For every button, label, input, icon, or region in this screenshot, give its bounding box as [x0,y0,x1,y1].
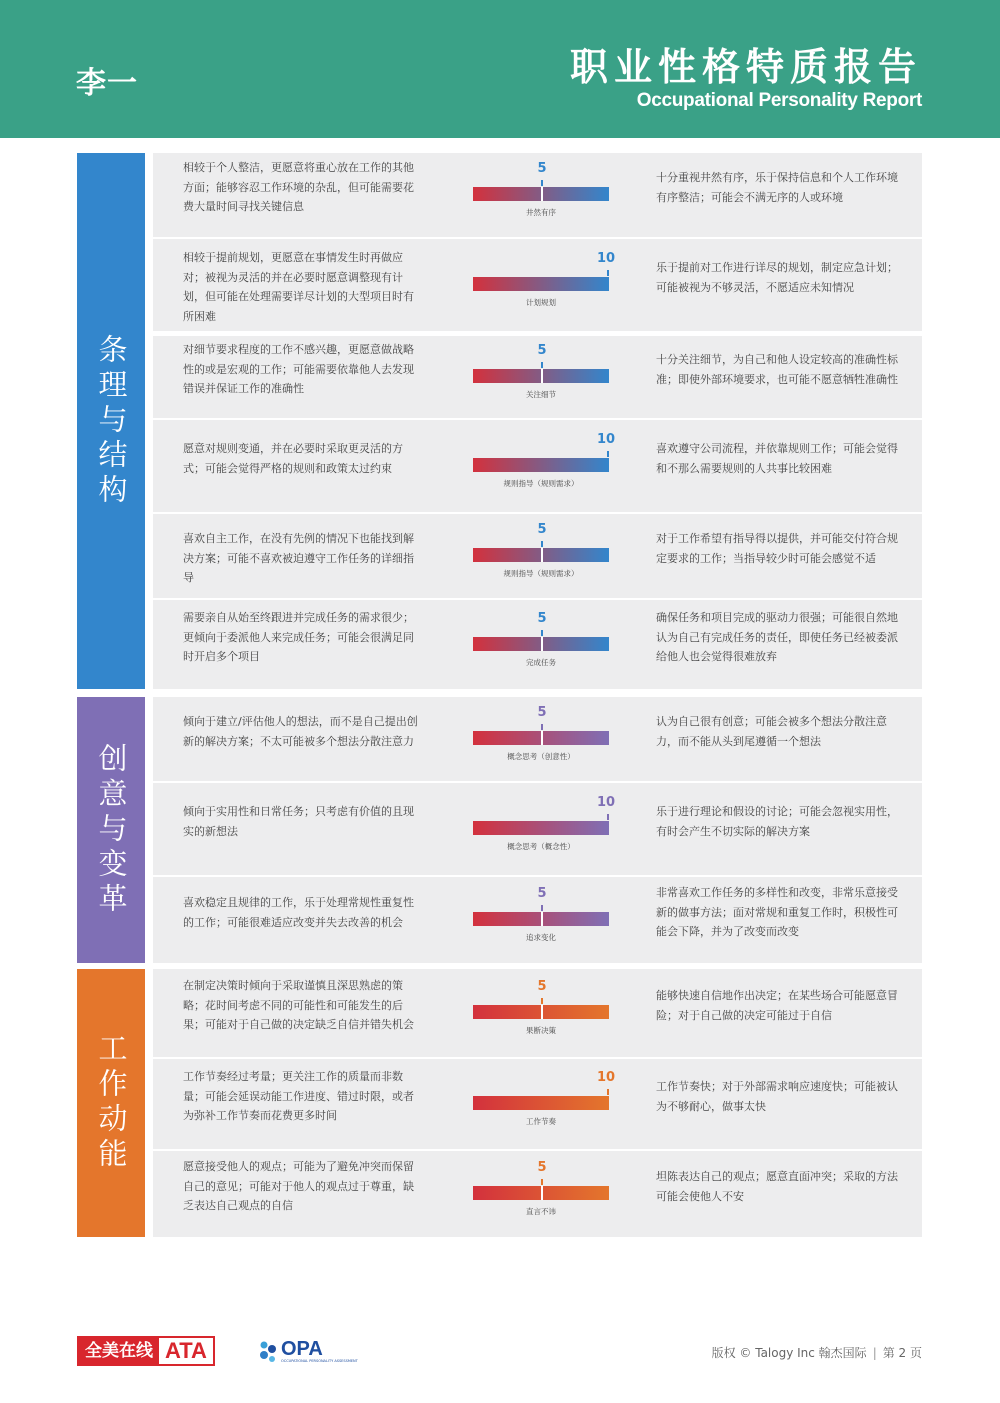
trait-score-tick [607,814,609,820]
trait-name: 关注细节 [526,390,556,399]
trait-score-tick [541,541,543,547]
trait-high-description: 认为自己很有创意；可能会被多个想法分散注意力，而不能从头到尾遵循一个想法 [656,715,887,748]
trait-score-gauge [473,341,611,413]
trait-low-description: 倾向于实用性和日常任务；只考虑有价值的且现实的新想法 [183,805,414,838]
trait-midpoint-marker [541,548,543,562]
trait-high-description: 喜欢遵守公司流程，并依靠规则工作；可能会觉得和不那么需要规则的人共事比较困难 [656,442,898,475]
trait-score-bar [473,821,609,835]
trait-score-value: 5 [537,705,547,720]
trait-high-description: 坦陈表达自己的观点；愿意直面冲突；采取的方法可能会使他人不安 [656,1170,898,1203]
trait-name: 工作节奏 [526,1117,556,1126]
trait-midpoint-marker [541,731,543,745]
trait-name: 完成任务 [526,658,556,667]
ata-logo [77,1336,215,1366]
trait-name: 追求变化 [526,933,556,942]
trait-row [153,514,922,598]
trait-name: 直言不讳 [526,1207,556,1216]
trait-score-bar [473,277,609,291]
trait-score-tick [607,270,609,276]
trait-low-description: 对细节要求程度的工作不感兴趣，更愿意做战略性的或是宏观的工作；可能需要依靠他人去发现错误并保证工作的准确性 [183,343,414,395]
trait-row [153,969,922,1057]
copyright-text: 版权 © Talogy Inc 翰杰国际 [711,1346,867,1360]
trait-score-value: 5 [537,343,547,358]
trait-score-value: 5 [537,522,547,537]
trait-row [153,153,922,237]
opa-logo-text: OPA [281,1338,323,1360]
trait-score-gauge [473,249,616,321]
opa-logo-subtext: OCCUPATIONAL PERSONALITY ASSESSMENT [281,1359,358,1363]
trait-score-gauge [473,793,616,865]
trait-score-gauge [473,977,611,1049]
trait-low-description: 在制定决策时倾向于采取谨慎且深思熟虑的策略；花时间考虑不同的可能性和可能发生的后果；可能对于自己做的决定缺乏自信并错失机会 [183,979,414,1031]
trait-name: 规则指导（规则需求） [503,479,579,488]
trait-row [153,1151,922,1237]
trait-score-gauge [473,609,611,681]
trait-score-value: 10 [596,795,616,810]
trait-score-bar [473,1096,609,1110]
trait-low-description: 喜欢稳定且规律的工作，乐于处理常规性重复性的工作；可能很难适应改变并失去改善的机会 [183,896,414,929]
trait-score-value: 10 [596,432,616,447]
trait-high-description: 十分关注细节，为自己和他人设定较高的准确性标准；即使外部环境要求，也可能不愿意牺牲准确性 [656,353,898,386]
trait-score-gauge [473,159,611,231]
footer-copyright: 版权 © Talogy Inc 翰杰国际 | 第 2 页 [711,1346,922,1360]
opa-logo [257,1338,358,1366]
trait-low-description: 相较于提前规划，更愿意在事情发生时再做应对；被视为灵活的并在必要时愿意调整现有计划，但可能在处理需要详尽计划的大型项目时有所困难 [183,251,414,323]
trait-high-description: 确保任务和项目完成的驱动力很强；可能很自然地认为自己有完成任务的责任，即使任务已经被委派给他人也会觉得很难放弃 [656,611,898,663]
section-bar-creativity [77,697,145,963]
trait-high-description: 工作节奏快；对于外部需求响应速度快；可能被认为不够耐心，做事太快 [656,1080,898,1113]
trait-midpoint-marker [541,912,543,926]
trait-row [153,783,922,875]
trait-low-description: 倾向于建立/评估他人的想法，而不是自己提出创新的解决方案；不太可能被多个想法分散注意力 [183,715,418,748]
section-title: 工作动能 [94,1033,129,1173]
section-bar-structure [77,153,145,689]
report-subtitle: Occupational Personality Report [636,90,922,111]
trait-score-tick [607,1089,609,1095]
trait-low-description: 相较于个人整洁，更愿意将重心放在工作的其他方面；能够容忍工作环境的杂乱，但可能需要花费大量时间寻找关键信息 [183,161,414,213]
section-title: 条理与结构 [94,333,129,509]
trait-score-gauge [473,703,611,775]
trait-midpoint-marker [541,1005,543,1019]
trait-score-value: 5 [537,1160,547,1175]
trait-row [153,697,922,781]
trait-midpoint-marker [541,1186,543,1200]
trait-score-tick [607,451,609,457]
ata-logo-en: ATA [159,1338,213,1364]
trait-low-description: 愿意对规则变通，并在必要时采取更灵活的方式；可能会觉得严格的规则和政策太过约束 [183,442,403,475]
section-bar-energy [77,969,145,1237]
trait-name: 井然有序 [526,208,556,217]
trait-score-tick [541,180,543,186]
trait-midpoint-marker [541,369,543,383]
trait-score-tick [541,724,543,730]
trait-name: 概念思考（创意性） [507,752,575,761]
trait-row [153,239,922,331]
trait-name: 概念思考（概念性） [507,842,575,851]
trait-score-value: 10 [596,1070,616,1085]
trait-high-description: 乐于进行理论和假设的讨论；可能会忽视实用性，有时会产生不切实际的解决方案 [656,805,898,838]
trait-score-tick [541,630,543,636]
trait-high-description: 十分重视井然有序，乐于保持信息和个人工作环境有序整洁；可能会不满无序的人或环境 [656,171,898,204]
trait-row [153,877,922,963]
trait-midpoint-marker [541,187,543,201]
trait-high-description: 非常喜欢工作任务的多样性和改变，非常乐意接受新的做事方法；面对常规和重复工作时，积极性可能会下降，并为了改变而改变 [656,886,898,938]
trait-name: 规则指导（规则需求） [503,569,579,578]
trait-high-description: 乐于提前对工作进行详尽的规划，制定应急计划；可能被视为不够灵活，不愿适应未知情况 [656,261,898,294]
section-title: 创意与变革 [94,742,129,918]
trait-midpoint-marker [541,637,543,651]
trait-score-gauge [473,1158,611,1230]
trait-low-description: 喜欢自主工作，在没有先例的情况下也能找到解决方案；可能不喜欢被迫遵守工作任务的详细指导 [183,532,414,584]
report-header [0,0,1000,138]
trait-high-description: 能够快速自信地作出决定；在某些场合可能愿意冒险；对于自己做的决定可能过于自信 [656,989,898,1022]
trait-score-value: 5 [537,886,547,901]
trait-score-gauge [473,884,611,956]
trait-score-tick [541,998,543,1004]
trait-name: 果断决策 [526,1026,556,1035]
trait-row [153,420,922,512]
trait-high-description: 对于工作希望有指导得以提供，并可能交付符合规定要求的工作；当指导较少时可能会感觉不适 [656,532,898,565]
trait-row [153,1059,922,1149]
trait-score-tick [541,905,543,911]
candidate-name: 李一 [76,66,138,101]
trait-score-value: 5 [537,611,547,626]
trait-score-value: 5 [537,979,547,994]
trait-score-gauge [473,1068,616,1140]
trait-score-tick [541,362,543,368]
ata-logo-cn: 全美在线 [79,1338,159,1364]
trait-score-gauge [473,520,611,592]
trait-score-value: 5 [537,161,547,176]
trait-low-description: 需要亲自从始至终跟进并完成任务的需求很少；更倾向于委派他人来完成任务；可能会很满足同时开启多个项目 [183,611,414,663]
trait-row [153,336,922,418]
page-number: 第 2 页 [882,1346,922,1360]
trait-score-tick [541,1179,543,1185]
trait-row [153,600,922,689]
trait-low-description: 工作节奏经过考量；更关注工作的质量而非数量；可能会延误动能工作进度、错过时限，或者为弥补工作节奏而花费更多时间 [183,1070,414,1122]
trait-name: 计划规划 [526,298,556,307]
report-title: 职业性格特质报告 [569,45,922,89]
opa-mark-icon [257,1340,281,1364]
trait-low-description: 愿意接受他人的观点；可能为了避免冲突而保留自己的意见；可能对于他人的观点过于尊重，缺乏表达自己观点的自信 [183,1160,414,1212]
trait-score-value: 10 [596,251,616,266]
trait-score-gauge [473,430,616,502]
trait-score-bar [473,458,609,472]
